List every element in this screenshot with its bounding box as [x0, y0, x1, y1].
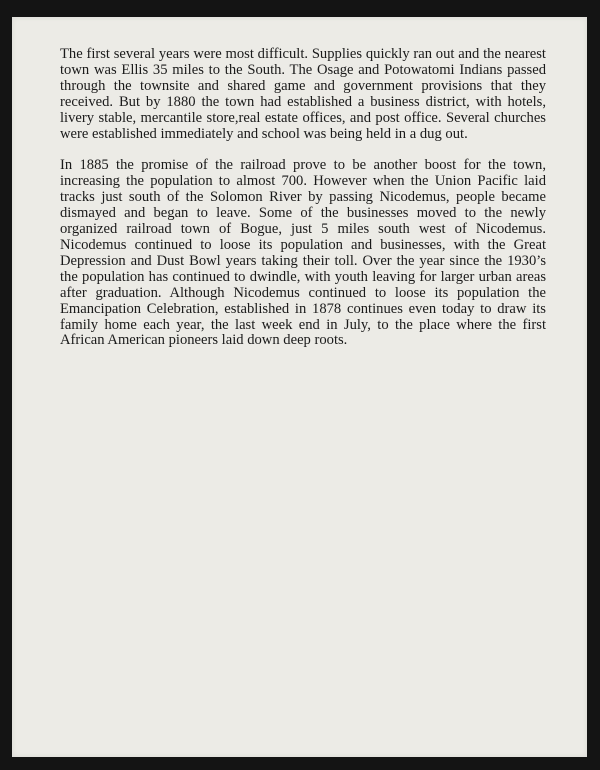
paragraph-2: In 1885 the promise of the railroad prove to be another boost for the town, increasing the population to almost 700. However when the Union Pacific laid tracks just south of the Solomon River by passing Nicodemus, people became dismayed and began to leave. Some of the businesses moved to the newly organized railroad town of Bogue, just 5 miles south west of Nicodemus. Nicodemus continued to loose its population and businesses, with the Great Depression and Dust Bowl years taking their toll. Over the year since the 1930’s the population has continued to dwindle, with youth leaving for larger urban areas after graduation. Although Nicodemus continued to loose its population the Emancipation Celebration, established in 1878 continues even today to draw its family home each year, the last week end in July, to the place where the first African American pioneers laid down deep roots.: [60, 157, 546, 349]
paragraph-1: The first several years were most difficult. Supplies quickly ran out and the nearest town was Ellis 35 miles to the South. The Osage and Potowatomi Indians passed through the townsite and shared game and government provisions that they received. But by 1880 the town had established a business district, with hotels, livery stable, mercantile store,real estate offices, and post office. Several churches were established immediately and school was being held in a dug out.: [60, 46, 546, 142]
document-page: [12, 17, 587, 757]
document-body: [60, 47, 546, 365]
